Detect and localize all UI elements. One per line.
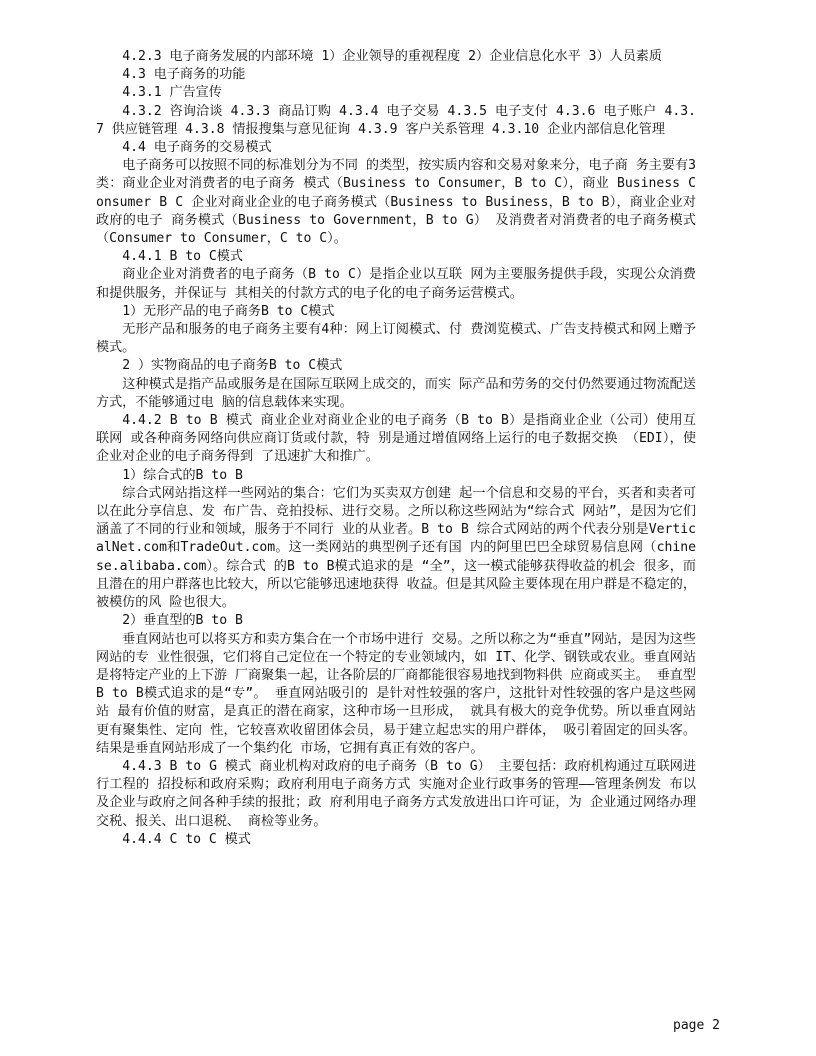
paragraph-function-list: 4.3.2 咨询洽谈 4.3.3 商品订购 4.3.4 电子交易 4.3.5 电子支付 4.3.6 电子账户 4.3.7 供应链管理 4.3.8 情报搜集与意见征询 4.3.9 客户关系管理 4.3.10 企业内部信息化管理 bbox=[96, 103, 696, 137]
paragraph-intangible-b2c: 无形产品和服务的电子商务主要有4种：网上订阅模式、付 费浏览模式、广告支持模式和网上赠予模式。 bbox=[96, 322, 696, 356]
paragraph-physical-b2c: 这种模式是指产品或服务是在国际互联网上成交的，而实 际产品和劳务的交付仍然要通过物流配送方式，不能够通过电 脑的信息载体来实现。 bbox=[96, 376, 696, 410]
heading-ecommerce-functions: 4.3 电子商务的功能 bbox=[122, 67, 246, 83]
paragraph-b2c-definition: 商业企业对消费者的电子商务（B to C）是指企业以互联 网为主要服务提供手段，实现公众消费和提供服务，并保证与 其相关的付款方式的电子化的电子商务运营模式。 bbox=[96, 267, 696, 301]
paragraph-vertical-b2b: 垂直网站也可以将买方和卖方集合在一个市场中进行 交易。之所以称之为“垂直”网站，是因为这些网站的专 业性很强，它们将自己定位在一个特定的专业领域内，如 IT、化学、钢铁或农业。垂直网站是将特定产业的上下游 厂商聚集一起，让各阶层的厂商都能很容易地找到物料供 应商或买主。 垂直型B to B模式追求的是“专”。 垂直网站吸引的 是针对性较强的客户，这批针对性较强的客户是这些网站 最有价值的财富，是真正的潜在商家，这种市场一旦形成， 就具有极大的竞争优势。所以垂直网站更有聚集性、定向 性，它较喜欢收留团体会员，易于建立起忠实的用户群体， 吸引着固定的回头客。结果是垂直网站形成了一个集约化 市场，它拥有真正有效的客户。 bbox=[96, 631, 696, 756]
paragraph-b2b: 4.4.2 B to B 模式 商业企业对商业企业的电子商务（B to B）是指商业企业（公司）使用互联网 或各种商务网络向供应商订货或付款，特 别是通过增值网络上运行的电子数据交换 （EDI），使企业对企业的电子商务得到 了迅速扩大和推广。 bbox=[96, 413, 696, 465]
heading-vertical-b2b: 2）垂直型的B to B bbox=[122, 613, 243, 629]
heading-transaction-modes: 4.4 电子商务的交易模式 bbox=[122, 140, 272, 156]
heading-advertising: 4.3.1 广告宣传 bbox=[122, 85, 222, 101]
paragraph-comprehensive-b2b: 综合式网站指这样一些网站的集合：它们为买卖双方创建 起一个信息和交易的平台，买者和卖者可以在此分享信息、发 布广告、竞拍投标、进行交易。之所以称这些网站为“综合式 网站”，是因为它们涵盖了不同的行业和领域，服务于不同行 业的从业者。B to B 综合式网站的两个代表分别是VerticalNet.com和TradeOut.com。这一类网站的典型例子还有国 内的阿里巴巴全球贸易信息网（chinese.alibaba.com）。综合式 的B to B模式追求的是 “全”，这一模式能够获得收益的机会 很多，而且潜在的用户群落也比较大，所以它能够迅速地获得 收益。但是其风险主要体现在用户群是不稳定的，被模仿的风 险也很大。 bbox=[96, 485, 696, 611]
heading-physical-b2c: 2 ）实物商品的电子商务B to C模式 bbox=[122, 358, 343, 374]
heading-comprehensive-b2b: 1）综合式的B to B bbox=[122, 467, 243, 483]
paragraph-mode-classification: 电子商务可以按照不同的标准划分为不同 的类型，按实质内容和交易对象来分，电子商 务主要有3类：商业企业对消费者的电子商务 模式（Business to Consumer，B to C），商业 Business Consumer B C 企业对商业企业的电子商务模式（Business to Business，B to B），商业企业对政府的电子 商务模式（Business to Government，B to G） 及消费者对消费者的电子商务模式（Consumer to Consumer，C to C）。 bbox=[96, 158, 696, 247]
heading-c2c: 4.4.4 C to C 模式 bbox=[122, 831, 251, 847]
paragraph-b2g: 4.4.3 B to G 模式 商业机构对政府的电子商务（B to G） 主要包括：政府机构通过互联网进行工程的 招投标和政府采购；政府利用电子商务方式 实施对企业行政事务的管理——管理条例发 布以及企业与政府之间各种手续的报批；政 府利用电子商务方式发放进出口许可证，为 企业通过网络办理交税、报关、出口退税、 商检等业务。 bbox=[96, 758, 696, 829]
document-body bbox=[96, 48, 696, 849]
heading-intangible-b2c: 1）无形产品的电子商务B to C模式 bbox=[122, 303, 335, 319]
page-number: page 2 bbox=[673, 1018, 720, 1033]
paragraph-internal-environment: 4.2.3 电子商务发展的内部环境 1）企业领导的重视程度 2）企业信息化水平 3）人员素质 bbox=[122, 49, 662, 64]
heading-b2c: 4.4.1 B to C模式 bbox=[122, 249, 243, 265]
